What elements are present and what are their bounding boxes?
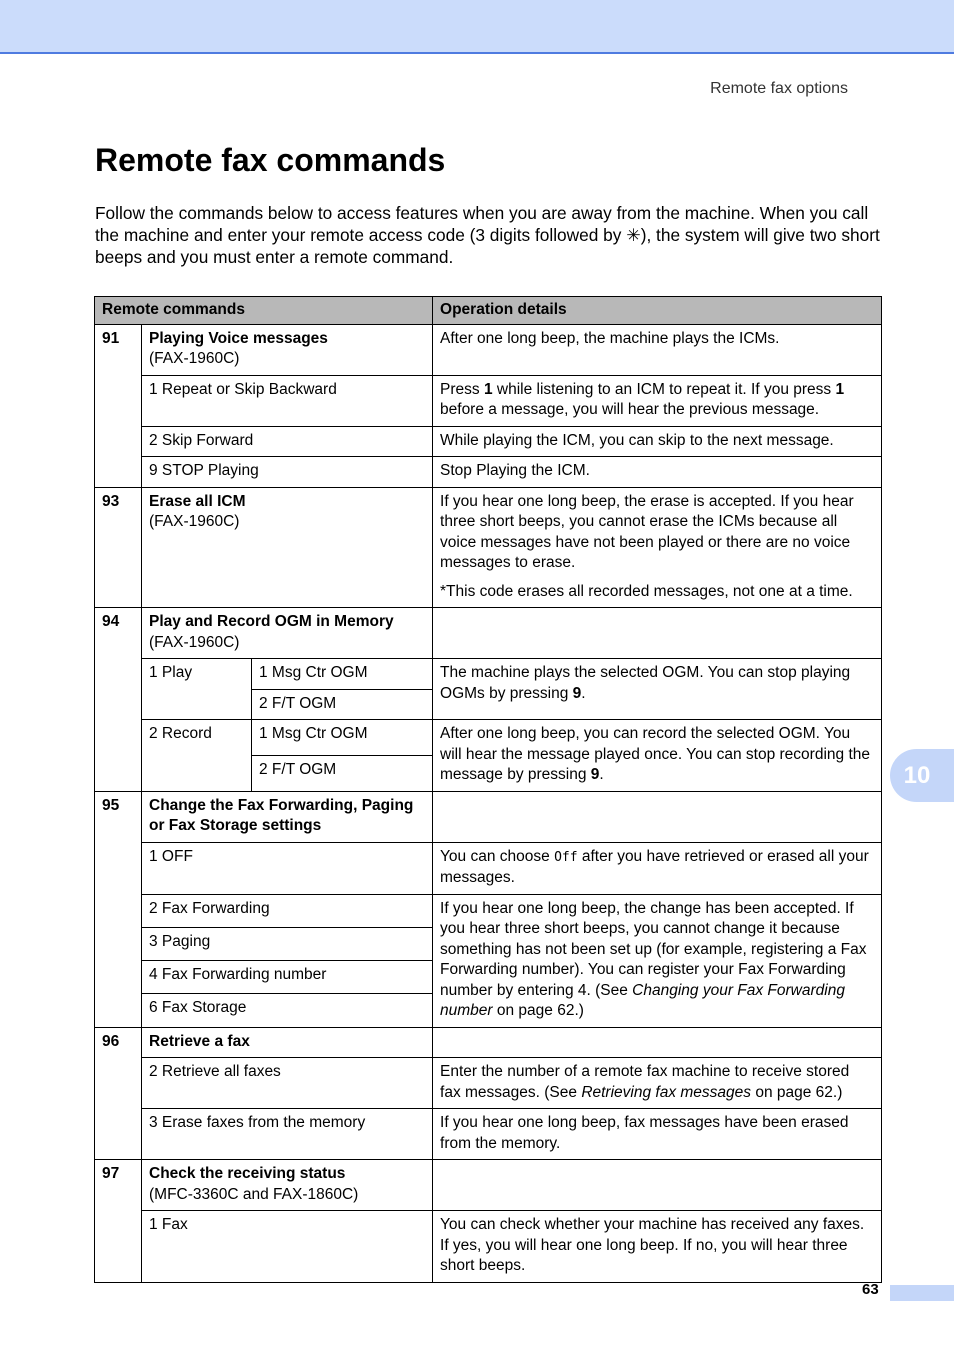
command-name: Change the Fax Forwarding, Paging or Fax Storage settings xyxy=(142,791,433,842)
table-row xyxy=(95,375,882,426)
sub-option-label: 2 F/T OGM xyxy=(252,689,433,720)
cross-reference: Retrieving fax messages xyxy=(581,1083,752,1101)
page-number: 63 xyxy=(862,1281,879,1298)
header-remote-commands: Remote commands xyxy=(95,297,433,325)
operation-detail: Stop Playing the ICM. xyxy=(433,457,882,488)
intro-text-start: Follow the commands below to access features when you are away from the machine. When you call the machine and enter your remote access code (3 digits followed by xyxy=(95,203,869,245)
command-name: Check the receiving status xyxy=(149,1165,346,1182)
header-operation-details: Operation details xyxy=(433,297,882,325)
detail-text: If you hear one long beep, the change has been accepted. If you hear three short beeps, you cannot change it because something has not been set up (for example, registering a Fax Forwarding number). You can register your Fax Forwarding number by entering 4. (See xyxy=(440,899,867,999)
command-model: (FAX-1960C) xyxy=(149,513,240,530)
detail-text: Press xyxy=(440,380,484,398)
table-row xyxy=(95,608,882,659)
star-key-icon: ✳ xyxy=(626,225,641,245)
command-code-95: 95 xyxy=(95,791,142,1027)
table-row xyxy=(95,1058,882,1109)
command-name: Play and Record OGM in Memory xyxy=(149,613,394,630)
operation-detail-empty xyxy=(433,1027,882,1058)
operation-detail xyxy=(433,720,882,792)
detail-text: After one long beep, you can record the selected OGM. You will hear the message played once. You can stop recording the message by pressing xyxy=(440,725,870,783)
command-model: (FAX-1960C) xyxy=(149,633,240,651)
command-title-cell xyxy=(142,487,433,608)
table-row xyxy=(95,1211,882,1283)
operation-detail-empty xyxy=(433,1160,882,1211)
operation-detail xyxy=(433,487,882,608)
sub-command-label: 2 Fax Forwarding xyxy=(142,894,433,927)
table-row xyxy=(95,659,882,690)
intro-paragraph xyxy=(95,202,885,268)
sub-command-label: 9 STOP Playing xyxy=(142,457,433,488)
key-label: 1 xyxy=(483,380,493,398)
command-model: (FAX-1960C) xyxy=(149,350,240,367)
detail-text: while listening to an ICM to repeat it. If you press xyxy=(492,380,836,398)
detail-text: on page 62.) xyxy=(751,1083,843,1101)
running-header: Remote fax options xyxy=(710,80,848,97)
operation-detail: You can check whether your machine has received any faxes. If yes, you will hear one long beep. If no, you will hear three short beeps. xyxy=(433,1211,882,1283)
table-row xyxy=(95,894,882,927)
command-code-96: 96 xyxy=(95,1027,142,1160)
cross-reference: Changing your Fax Forwarding number xyxy=(440,981,845,1019)
sub-command-label: 1 Fax xyxy=(142,1211,433,1283)
sub-command-label: 2 Retrieve all faxes xyxy=(142,1058,433,1109)
table-row xyxy=(95,1160,882,1211)
detail-note: *This code erases all recorded messages, not one at a time. xyxy=(440,582,853,600)
remote-commands-table xyxy=(94,296,882,1283)
operation-detail-empty xyxy=(433,608,882,659)
operation-detail xyxy=(433,375,882,426)
key-label: 9 xyxy=(590,766,600,783)
detail-text: . xyxy=(581,684,586,702)
sub-option-label: 1 Msg Ctr OGM xyxy=(252,720,433,756)
command-code-94: 94 xyxy=(95,608,142,792)
command-title-cell xyxy=(142,324,433,375)
command-code-93: 93 xyxy=(95,487,142,608)
detail-text: before a message, you will hear the previous message. xyxy=(440,401,820,418)
command-title-cell xyxy=(142,1160,433,1211)
operation-detail: If you hear one long beep, fax messages have been erased from the memory. xyxy=(433,1109,882,1160)
sub-command-label: 2 Skip Forward xyxy=(142,426,433,457)
intro-text-end: ), the system will give two short beeps and you must enter a remote command. xyxy=(95,225,880,267)
table-row xyxy=(95,426,882,457)
operation-detail-empty xyxy=(433,791,882,842)
sub-command-label: 4 Fax Forwarding number xyxy=(142,961,433,994)
command-name: Retrieve a fax xyxy=(142,1027,433,1058)
command-title-cell xyxy=(142,608,433,659)
detail-text: . xyxy=(599,766,604,783)
operation-detail xyxy=(433,1058,882,1109)
command-code-97: 97 xyxy=(95,1160,142,1283)
table-row xyxy=(95,1027,882,1058)
sub-command-label: 1 OFF xyxy=(142,842,433,894)
detail-text: The machine plays the selected OGM. You can stop playing OGMs by pressing xyxy=(440,664,851,702)
command-code-91: 91 xyxy=(95,324,142,487)
table-row xyxy=(95,487,882,608)
operation-detail xyxy=(433,894,882,1027)
operation-detail: While playing the ICM, you can skip to the next message. xyxy=(433,426,882,457)
detail-text: after you have retrieved or erased all your messages. xyxy=(440,847,869,886)
sub-command-label: 1 Repeat or Skip Backward xyxy=(142,375,433,426)
chapter-tab: 10 xyxy=(890,749,954,802)
sub-command-label: 3 Erase faxes from the memory xyxy=(142,1109,433,1160)
table-row xyxy=(95,791,882,842)
sub-option-label: 2 F/T OGM xyxy=(252,755,433,791)
detail-text: You can choose xyxy=(440,847,555,865)
table-row xyxy=(95,457,882,488)
table-row xyxy=(95,1109,882,1160)
detail-text: If you hear one long beep, the erase is accepted. If you hear three short beeps, you cannot erase the ICMs because all voice messages have not been played or there are no voice messages to erase. xyxy=(440,492,854,571)
key-label: 9 xyxy=(572,684,582,702)
command-name: Erase all ICM xyxy=(149,492,246,510)
top-color-band xyxy=(0,0,954,54)
detail-text: on page 62.) xyxy=(492,1002,584,1019)
operation-detail xyxy=(433,659,882,720)
table-row xyxy=(95,842,882,894)
key-label: 1 xyxy=(835,380,845,398)
command-name: Playing Voice messages xyxy=(149,329,328,347)
sub-command-label: 2 Record xyxy=(142,720,252,792)
sub-option-label: 1 Msg Ctr OGM xyxy=(252,659,433,690)
sub-command-label: 6 Fax Storage xyxy=(142,994,433,1027)
table-row xyxy=(95,324,882,375)
table-row xyxy=(95,720,882,756)
sub-command-label: 1 Play xyxy=(142,659,252,720)
operation-detail: After one long beep, the machine plays the ICMs. xyxy=(433,324,882,375)
detail-text: Enter the number of a remote fax machine to receive stored fax messages. (See xyxy=(440,1063,850,1101)
operation-detail xyxy=(433,842,882,894)
table-header-row xyxy=(95,297,882,325)
command-model: (MFC-3360C and FAX-1860C) xyxy=(149,1185,359,1203)
lcd-text: Off xyxy=(554,849,578,865)
page-number-bar xyxy=(890,1285,954,1301)
page-title: Remote fax commands xyxy=(95,142,446,178)
sub-command-label: 3 Paging xyxy=(142,927,433,960)
